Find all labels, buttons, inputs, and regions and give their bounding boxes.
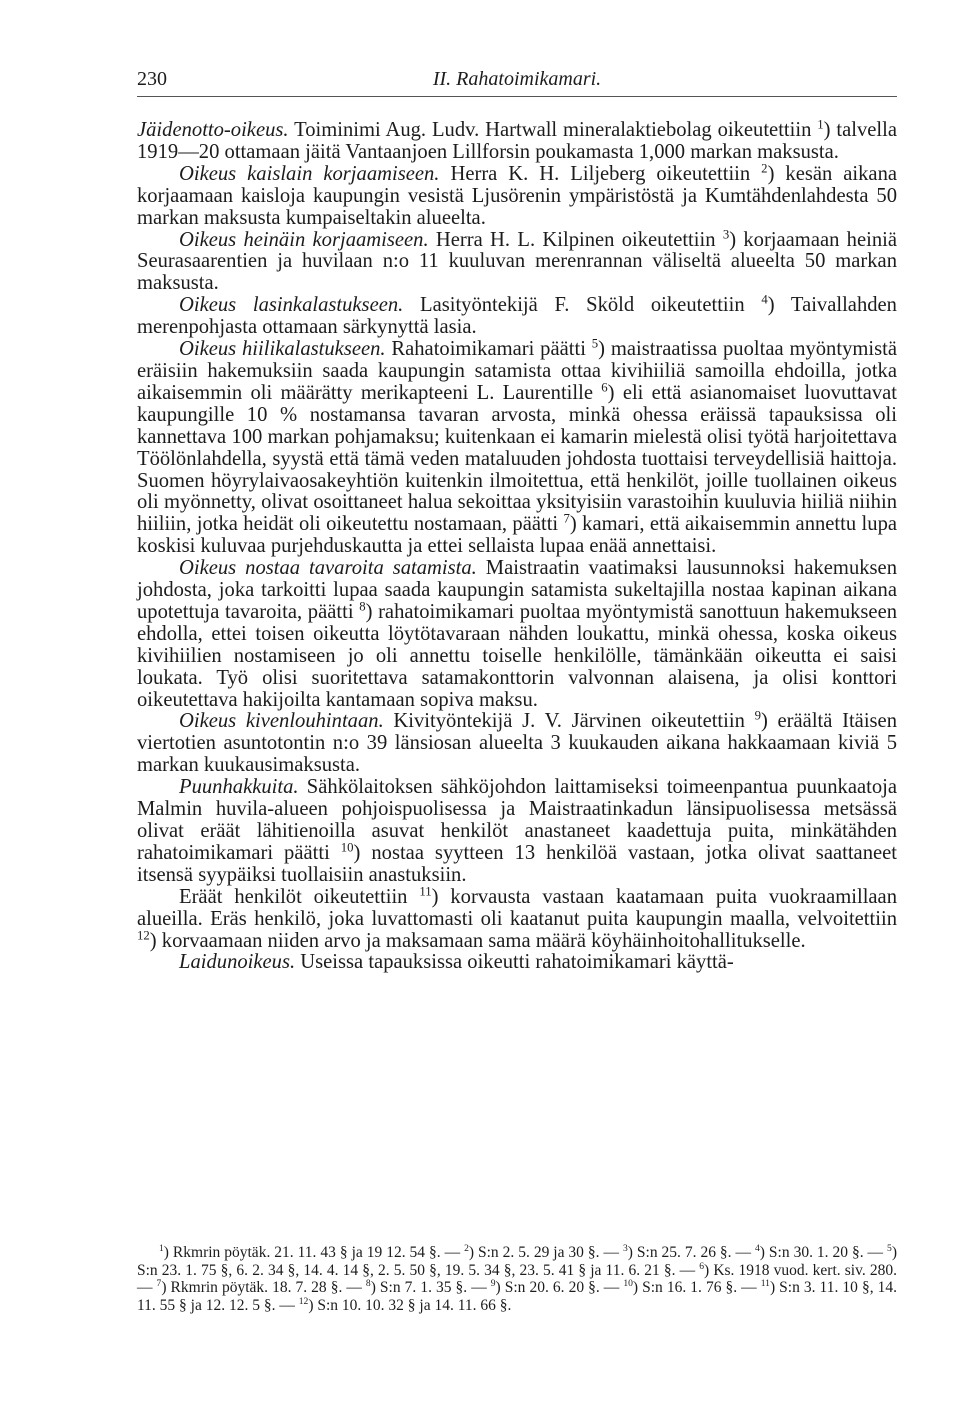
paragraph-text: Toiminimi Aug. Ludv. Hartwall mineralaktiebolag oikeutettiin bbox=[288, 119, 818, 141]
paragraph-text: ) korvaamaan niiden arvo ja maksamaan sama määrä köyhäinhoitohallitukselle. bbox=[149, 929, 806, 952]
footnote-text: ) S:n 23. 1. 75 §, 6. 2. 34 §, 14. 4. 14 §, 2. 5. 50 §, 19. 5. 34 §, 23. 5. 41 § ja 11. 6. 21 §. — bbox=[137, 1244, 897, 1279]
footnote-text: ) S:n 20. 6. 20 §. — bbox=[495, 1279, 624, 1297]
paragraph-heading: Oikeus hiilikalastukseen. bbox=[179, 338, 386, 361]
paragraph-text: ) maistraatissa puoltaa myöntymistä eräisiin hakemuksiin saada kaupungin satamista ottaa kivihiiliä samoilla ehdoilla, jotka aikaisemmin oli määrätty merikapteeni L. Laurentille bbox=[137, 338, 897, 404]
footnote-ref: 12 bbox=[137, 927, 150, 942]
paragraph bbox=[137, 884, 897, 953]
paragraph-text: Herra H. L. Kilpinen oikeutettiin bbox=[428, 228, 723, 251]
paragraph-heading: Oikeus heinäin korjaamiseen. bbox=[179, 228, 429, 251]
footnote-ref: 11 bbox=[419, 884, 432, 899]
footnote-mark: 5 bbox=[887, 1243, 892, 1255]
footnote-text: ) S:n 25. 7. 26 §. — bbox=[627, 1244, 755, 1261]
paragraph-heading: Puunhakkuita. bbox=[179, 776, 299, 799]
paragraph-text: ) Taivallahden merenpohjasta ottamaan särkynyttä lasia. bbox=[137, 294, 897, 339]
footnote-text: ) Ks. 1918 vuod. kert. siv. 280. — bbox=[137, 1261, 897, 1297]
paragraph-text: ) eli että asianomaiset luovuttavat kaupungille 10 % nostamansa tavaran arvosta, minkä ohessa eräissä tapauksissa oli kannettava 100 markan pohjamaksu; kuitenkaan ei kamarin mielestä olisi työtä harjoitettava Töölönlahdella, syystä että tämä veden mataluuden johdosta tuottaisi terveydellisiä haittoja. Suomen höyrylaivaosakeyhtiön kuitenkin ilmoitettua, että henkilöt, joille tuollainen oikeus oli myönnetty, olivat osoittaneet halua sekoittaa yksityisiin varastoihin kuuluvia hiiliä niihin hiiliin, jotka heidät oli oikeutettu nostamaan, päätti bbox=[137, 381, 897, 536]
paragraph-heading: Laidunoikeus. bbox=[179, 951, 296, 974]
paragraph-text: Sähkölaitoksen sähköjohdon laittamiseksi toimeenpantua puunkaatoja Malmin huvila-alueen pohjoispuolisessa ja Maistraatinkadun länsipuolisessa metsässä olivat eräät lähitienoilla asuvat henkilöt anastaneet kaadettuja puita, minkätähden rahatoimikamari päätti bbox=[137, 776, 897, 864]
footnote-mark: 12 bbox=[298, 1296, 309, 1308]
paragraph-heading: Oikeus kivenlouhintaan. bbox=[179, 710, 384, 733]
paragraph bbox=[137, 226, 897, 296]
footnote-ref: 4 bbox=[761, 292, 768, 307]
footnote-text: ) S:n 2. 5. 29 ja 30 §. — bbox=[468, 1244, 623, 1261]
footnote-mark: 10 bbox=[623, 1278, 633, 1290]
footnote-ref: 3 bbox=[722, 226, 730, 241]
paragraph-text: Herra K. H. Liljeberg oikeutettiin bbox=[439, 162, 762, 185]
footnote-text: ) S:n 16. 1. 76 §. — bbox=[632, 1279, 761, 1297]
header-rule bbox=[137, 96, 897, 97]
footnote-text: ) S:n 10. 10. 32 § ja 14. 11. 66 §. bbox=[308, 1296, 512, 1314]
paragraph-text: Rahatoimikamari päätti bbox=[385, 338, 592, 361]
paragraph-text: Useissa tapauksissa oikeutti rahatoimikamari käyttä- bbox=[295, 951, 734, 974]
footnotes bbox=[137, 1244, 897, 1314]
paragraph bbox=[137, 336, 898, 558]
paragraph bbox=[137, 777, 897, 887]
paragraph-text: ) rahatoimikamari puoltaa myöntymistä sanottuun hakemukseen ehdolla, ettei toisen oikeutta löytötavaraan nähden loukattu, minkä ohessa, koska oikeus kivihiilien nostamiseen jo oli annettu toiselle henkilölle, tämänkään oikeutta ei saisi loukata. Työ olisi suoritettava satamakonttorin valvonnan alaisena, ja olisi konttori oikeutettava hakijoilta kantamaan sopiva maksu. bbox=[137, 600, 898, 711]
paragraph-heading: Oikeus kaislain korjaamiseen. bbox=[179, 162, 440, 185]
paragraph bbox=[137, 292, 897, 339]
paragraph-text: ) talvella 1919—20 ottamaan jäitä Vantaanjoen Lillforsin poukamasta 1,000 markan maksusta. bbox=[137, 119, 897, 163]
footnote-ref: 8 bbox=[359, 599, 366, 614]
paragraph bbox=[137, 161, 898, 230]
running-title: II. Rahatoimikamari. bbox=[432, 68, 602, 90]
paragraph-text: Lasityöntekijä F. Sköld oikeutettiin bbox=[403, 294, 762, 317]
footnote-mark: 2 bbox=[464, 1243, 469, 1255]
paragraph-heading: Oikeus lasinkalastukseen. bbox=[179, 294, 404, 317]
paragraph bbox=[137, 952, 897, 974]
footnote-mark: 8 bbox=[365, 1278, 371, 1290]
footnote-mark: 1 bbox=[159, 1243, 164, 1255]
paragraph-text: ) korjaamaan heiniä Seurasaarentien ja huvilaan n:o 11 kuuluvan merenrannan väliseltä alueelta 50 markan maksusta. bbox=[137, 228, 897, 295]
paragraph-text: Maistraatin vaatimaksi lausunnoksi hakemuksen johdosta, joka tarkoitti lupaa saada kaupungin satamista sukeltajilla nostaa kapinan aikana upotettuja tavaroita, päätti bbox=[137, 557, 897, 623]
footnote-mark: 6 bbox=[699, 1260, 705, 1272]
paragraph-text: ) korvausta vastaan kaatamaan puita vuokraamillaan alueilla. Eräs henkilö, joka luvattomasti oli kaatanut puita kaupungin maalla, velvoitettiin bbox=[137, 885, 897, 930]
footnote-mark: 9 bbox=[490, 1278, 496, 1290]
footnote-mark: 11 bbox=[760, 1278, 770, 1290]
paragraph-text: ) eräältä Itäisen viertotien asuntotontin n:o 39 länsiosan alueelta 3 kuukauden aikana hakkaamaan kiviä 5 markan kuukausimaksusta. bbox=[137, 710, 897, 777]
paragraph-heading: Oikeus nostaa tavaroita satamista. bbox=[179, 557, 477, 580]
paragraph-text: ) kamari, että aikaisemmin annettu lupa koskisi kuluvaa purjehduskautta ja ettei sellaista lupaa enää annettaisi. bbox=[137, 513, 898, 558]
footnote-mark: 4 bbox=[755, 1243, 760, 1255]
footnote-text: ) Rkmrin pöytäk. 18. 7. 28 §. — bbox=[161, 1279, 366, 1297]
footnote-block bbox=[137, 1244, 897, 1314]
footnote-ref: 5 bbox=[591, 336, 599, 351]
footnote-ref: 1 bbox=[817, 117, 824, 132]
paragraph bbox=[137, 708, 897, 777]
footnote-ref: 7 bbox=[563, 511, 570, 526]
footnote-ref: 6 bbox=[601, 380, 608, 395]
footnote-ref: 9 bbox=[754, 708, 761, 723]
footnote-text: ) S:n 3. 11. 10 §, 14. 11. 55 § ja 12. 12. 5 §. — bbox=[137, 1279, 897, 1314]
paragraph-text: ) nostaa syytteen 13 henkilöä vastaan, jotka olivat saattaneet itsensä syypäiksi tuollaisiin anastuksiin. bbox=[137, 841, 897, 886]
footnote-ref: 2 bbox=[761, 161, 768, 176]
paragraph-text: ) kesän aikana korjaamaan kaisloja kaupungin vesistä Ljusörenin ympäristöstä ja Kumtähdenlahdesta 50 markan maksusta kumpaiseltakin alueelta. bbox=[137, 162, 898, 229]
footnote-text: ) S:n 30. 1. 20 §. — bbox=[759, 1244, 888, 1261]
paragraph bbox=[137, 117, 897, 164]
body-text bbox=[137, 117, 898, 974]
paragraph-text: Eräät henkilöt oikeutettiin bbox=[179, 885, 420, 908]
paragraph bbox=[137, 558, 897, 711]
footnote-mark: 3 bbox=[622, 1243, 628, 1255]
footnote-mark: 7 bbox=[156, 1278, 162, 1290]
footnote-text: ) Rkmrin pöytäk. 21. 11. 43 § ja 19 12. 54 §. — bbox=[163, 1244, 465, 1261]
paragraph-text: Kivityöntekijä J. V. Järvinen oikeutettiin bbox=[383, 710, 755, 733]
footnote-text: ) S:n 7. 1. 35 §. — bbox=[370, 1279, 491, 1297]
page-number: 230 bbox=[137, 68, 167, 90]
footnote-ref: 10 bbox=[340, 840, 354, 855]
paragraph-heading: Jäidenotto-oikeus. bbox=[137, 119, 289, 141]
